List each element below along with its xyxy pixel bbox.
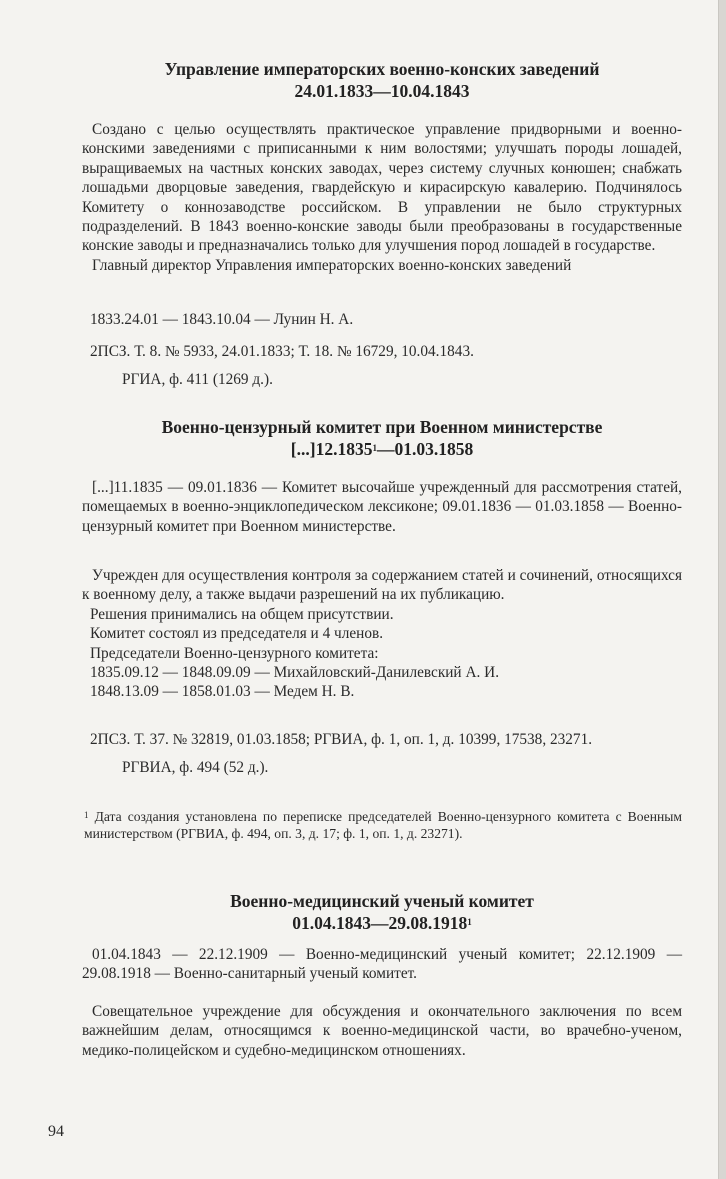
section-2-footnote-mark: 1 (84, 810, 89, 820)
section-2-line-3: Председатели Военно-цензурного комитета: (90, 644, 379, 662)
section-3-dates-line (82, 912, 682, 934)
section-2-names (82, 478, 682, 536)
section-3-names (82, 945, 682, 984)
section-2-line-2: Комитет состоял из председателя и 4 членов. (90, 625, 384, 643)
section-1-director-list (82, 310, 682, 329)
section-1-archive: РГИА, ф. 411 (1269 д.). (122, 371, 273, 388)
section-1-director-entry: 1833.24.01 — 1843.10.04 — Лунин Н. А. (90, 311, 354, 328)
section-2-footnote-body: Дата создания установлена по переписке председателей Военно-цензурного комитета с Военным министерством (РГВИА, ф. 494, оп. 3, д. 17; ф. 1, оп. 1, д. 23271). (84, 809, 683, 841)
section-2-dates (82, 438, 682, 460)
section-2-chair-1: 1835.09.12 — 1848.09.09 — Михайловский-Данилевский А. И. (90, 664, 500, 682)
section-2-sources-text: 2ПСЗ. Т. 37. № 32819, 01.03.1858; РГВИА, ф. 1, оп. 1, д. 10399, 17538, 23271. (90, 731, 593, 748)
section-2-sources (82, 730, 682, 778)
section-2-dates-end: —01.03.1858 (376, 439, 474, 459)
section-1-sources (82, 342, 682, 390)
section-2-dates-start: [...]12.1835 (290, 439, 373, 459)
section-2-body (82, 566, 682, 702)
section-1 (82, 58, 682, 102)
section-2-line-1: Решения принимались на общем присутствии. (90, 605, 394, 623)
section-2 (82, 416, 682, 460)
section-3-names-text: 01.04.1843 — 22.12.1909 — Военно-медицинский ученый комитет; 22.12.1909 — 29.08.1918 — Военно-санитарный ученый комитет. (82, 946, 682, 983)
section-3 (82, 890, 682, 934)
section-2-chair-2: 1848.13.09 — 1858.01.03 — Медем Н. В. (90, 683, 355, 701)
section-1-sources-text: 2ПСЗ. Т. 8. № 5933, 24.01.1833; Т. 18. № 16729, 10.04.1843. (90, 343, 474, 360)
section-2-archive: РГВИА, ф. 494 (52 д.). (122, 759, 269, 776)
section-2-footnote-text (84, 808, 682, 842)
section-1-director-label: Главный директор Управления императорских военно-конских заведений (92, 256, 572, 274)
section-2-description: Учрежден для осуществления контроля за содержанием статей и сочинений, относящихся к военному делу, а также выдачи разрешений на их публикацию. (82, 567, 682, 604)
section-2-note-mark: 1 (372, 443, 377, 453)
section-3-title: Военно-медицинский ученый комитет (230, 891, 534, 911)
section-3-description: Совещательное учреждение для обсуждения и окончательного заключения по всем важнейшим делам, относящимся к военно-медицинской части, во врачебно-ученом, медико-полицейском и судебно-медицинском отношениях. (82, 1003, 682, 1059)
section-3-body (82, 1002, 682, 1060)
section-3-dates: 01.04.1843—29.08.1918 (292, 913, 468, 933)
page-number: 94 (48, 1123, 64, 1140)
page-edge (718, 0, 726, 1179)
section-2-names-text: [...]11.1835 — 09.01.1836 — Комитет высочайше учрежденный для рассмотрения статей, помещаемых в военно-энциклопедическом лексиконе; 09.01.1836 — 01.03.1858 — Военно-цензурный комитет при Военном министерстве. (82, 479, 682, 535)
section-1-title: Управление императорских военно-конских заведений (164, 59, 600, 79)
section-1-description: Создано с целью осуществлять практическое управление придворными и военно-конскими заведениями с приписанными к ним волостями; улучшать породы лошадей, выращиваемых на частных конских заводах, через систему случных конюшен; снабжать лошадьми дворцовые заведения, гвардейскую и кирасирскую кавалерию. Подчинялось Комитету о коннозаводстве российском. В управлении не было структурных подразделений. В 1843 военно-конские заводы были преобразованы в государственные конские заводы и предназначались только для улучшения пород лошадей в государстве. (82, 121, 682, 255)
section-3-note-mark: 1 (467, 917, 472, 927)
section-2-footnote (84, 808, 682, 842)
section-2-title: Военно-цензурный комитет при Военном министерстве (161, 417, 603, 437)
section-1-dates: 24.01.1833—10.04.1843 (294, 81, 470, 101)
section-1-body (82, 120, 682, 275)
